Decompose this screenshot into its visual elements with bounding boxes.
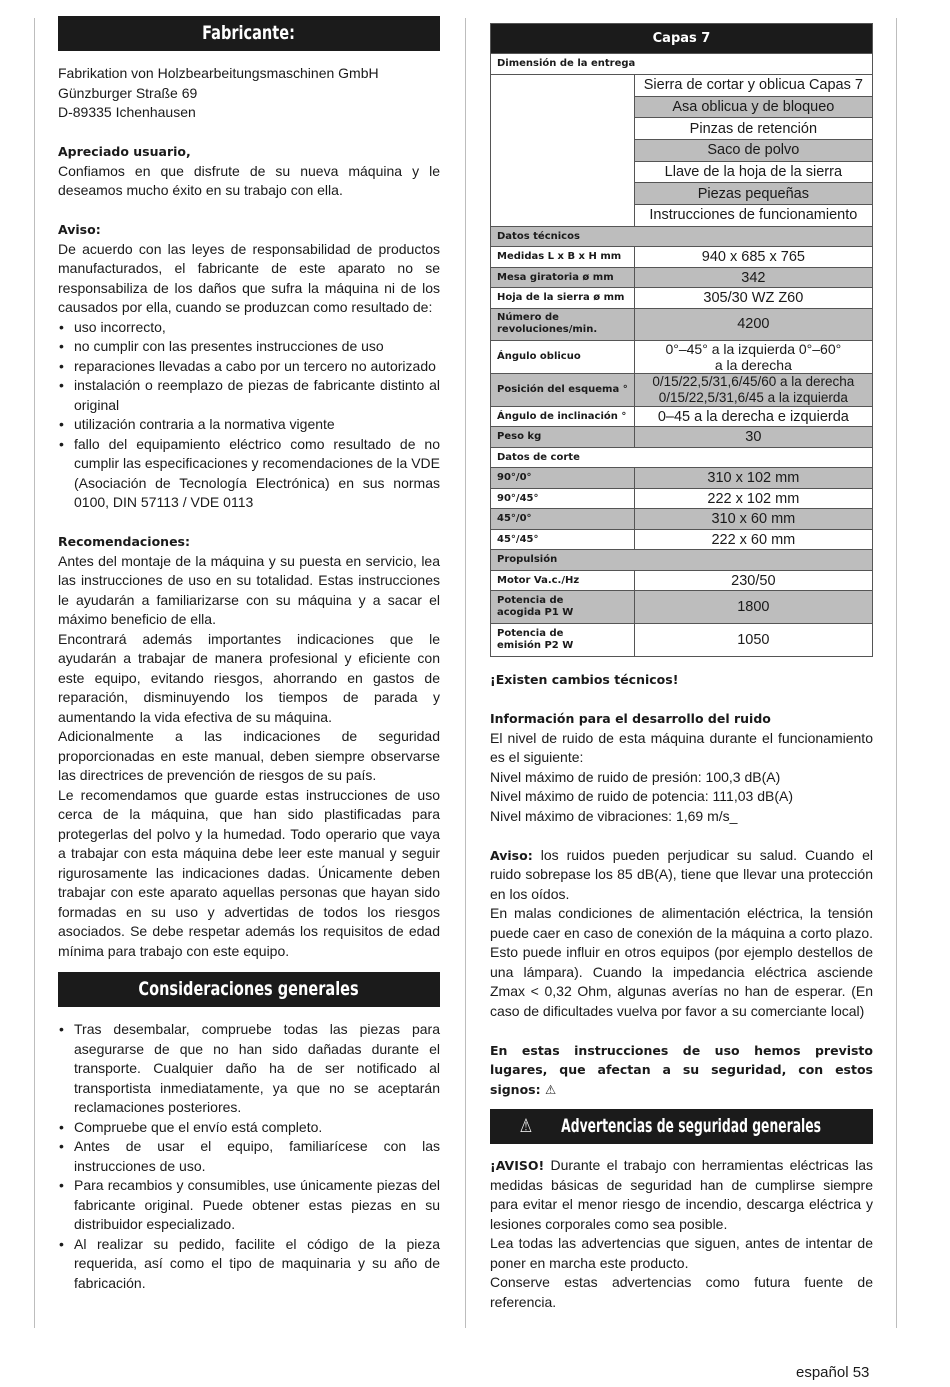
safety-header [490, 1109, 873, 1144]
list-item: • Tras desembalar, compruebe todas las piezas para asegurarse de que no han sido dañadas durante el transporte. Cualquier daño ha de ser notificado al transportista inmediatamente, ya que no se aceptarán reclamaciones posteriores. [58, 1020, 440, 1118]
warning-text: Durante el trabajo con herramientas eléctricas las medidas básicas de seguridad han de cumplirse siempre para evitar el menor riesgo de incendio, descarga eléctrica y lesiones corporales como sea posible. [490, 1157, 873, 1232]
recommendations-title: Recomendaciones: [58, 534, 190, 549]
notice-text: De acuerdo con las leyes de responsabilidad de productos manufacturados, el fabricante de este aparato no se responsabiliza de los daños que sufra la máquina ni de los causados por ella, cuando se produzcan como resultado de: [58, 240, 440, 315]
delivery-item: Asa oblicua y de bloqueo [634, 96, 872, 118]
list-item: • Antes de usar el equipo, familiarícese con las instrucciones de uso. [58, 1137, 440, 1176]
row-label: Hoja de la sierra ø mm [491, 288, 635, 309]
row-label: Número de revoluciones/min. [491, 308, 635, 340]
warning-label: ¡AVISO! [490, 1158, 545, 1174]
noise-title: Información para el desarrollo del ruido [490, 711, 771, 727]
row-label: 90°/0° [491, 468, 635, 489]
delivery-item: Saco de polvo [634, 140, 872, 162]
noise-line: Nivel máximo de vibraciones: 1,69 m/s_ [490, 807, 738, 824]
left-column [58, 16, 440, 1293]
delivery-item: Sierra de cortar y oblicua Capas 7 [634, 75, 872, 97]
noise-line: Nivel máximo de ruido de potencia: 111,03 dB(A) [490, 788, 793, 805]
noise-line: Nivel máximo de ruido de presión: 100,3 dB(A) [490, 768, 781, 785]
paragraph: Le recomendamos que guarde estas instrucciones de uso cerca de la máquina, que han sido plastificadas para protegerlas del polvo y la humedad. Todo operario que vaya a trabajar con esta máquina debe leer este manual y seguir rigurosamente las indicaciones dadas. Únicamente deben trabajar con este aparato aquellas personas que hayan sido formadas en su uso y advertidas de todos los riesgos asociados. Se debe respetar además los requisitos de edad mínima para trabajo con este equipo. [58, 786, 440, 959]
keep-text: Conserve estas advertencias como futura fuente de referencia. [490, 1274, 873, 1310]
row-label: 90°/45° [491, 488, 635, 509]
address-line: Fabrikation von Holzbearbeitungsmaschinen GmbH [58, 65, 379, 81]
address-line: Günzburger Straße 69 [58, 84, 198, 101]
row-label: Potencia de acogida P1 W [491, 591, 635, 624]
row-value: 940 x 685 x 765 [634, 247, 872, 268]
row-value: 222 x 60 mm [634, 529, 872, 550]
caution-text: los ruidos pueden perjudicar su salud. Cuando el ruido sobrepase los 85 dB(A), tiene que llevar una protección en los oídos. [490, 846, 873, 902]
row-value: 4200 [634, 308, 872, 340]
left-margin-rule [34, 18, 35, 1328]
right-margin-rule [896, 18, 897, 1328]
list-item: • Para recambios y consumibles, use únicamente piezas del fabricante original. Puede obtener estas piezas en su distribuidor especializado. [58, 1176, 440, 1235]
caution-paragraph [490, 846, 873, 905]
page-number: español 53 [796, 1364, 870, 1381]
delivery-item: Instrucciones de funcionamiento [634, 205, 872, 227]
list-item: • utilización contraria a la normativa vigente [58, 415, 440, 435]
manufacturer-address [58, 64, 440, 961]
delivery-item: Pinzas de retención [634, 118, 872, 140]
right-text [490, 670, 873, 1099]
noise-line: El nivel de ruido de esta máquina durante el funcionamiento es el siguiente: [490, 729, 873, 766]
row-value: 0°–45° a la izquierda 0°–60° a la derecha [634, 340, 872, 373]
safety-intro-text: En estas instrucciones de uso hemos previsto lugares, que afectan a su seguridad, con estos signos: [490, 1042, 873, 1097]
delivery-item: Piezas pequeñas [634, 183, 872, 205]
delivery-label: Dimensión de la entrega [491, 54, 873, 75]
warning-paragraph [490, 1156, 873, 1234]
row-value: 30 [634, 427, 872, 448]
list-item: • uso incorrecto, [58, 318, 440, 338]
row-value: 310 x 102 mm [634, 468, 872, 489]
address-line: D-89335 Ichenhausen [58, 104, 196, 120]
changes-note: ¡Existen cambios técnicos! [490, 672, 679, 688]
safety-text [490, 1156, 873, 1312]
notice-list [58, 318, 440, 513]
row-label: 45°/45° [491, 529, 635, 550]
warning-triangle-icon: ⚠ [519, 1115, 533, 1138]
row-value: 0–45 a la derecha e izquierda [634, 406, 872, 427]
row-label: Potencia de emisión P2 W [491, 624, 635, 657]
row-label: Mesa giratoria ø mm [491, 267, 635, 288]
list-item: • fallo del equipamiento eléctrico como resultado de no cumplir las especificaciones y recomendaciones de la VDE (Asociación de Tecnología Electrónica) en sus normas 0100, DIN 57113 / VDE 0113 [58, 435, 440, 513]
manufacturer-header: Fabricante: [58, 16, 440, 51]
technical-label: Datos técnicos [491, 226, 873, 247]
read-text: Lea todas las advertencias que siguen, antes de intentar de poner en marcha este producto. [490, 1235, 873, 1271]
dear-user-text: Confiamos en que disfrute de su nueva máquina y le deseamos mucho éxito en su trabajo con ella. [58, 162, 440, 198]
row-value: 310 x 60 mm [634, 509, 872, 530]
list-item: • no cumplir con las presentes instrucciones de uso [58, 337, 440, 357]
row-label: Ángulo oblicuo [491, 340, 635, 373]
row-label: Posición del esquema ° [491, 373, 635, 406]
row-value: 305/30 WZ Z60 [634, 288, 872, 309]
row-value: 222 x 102 mm [634, 488, 872, 509]
paragraph: Encontrará además importantes indicaciones que le ayudarán a trabajar de manera profesional y eficiente con este equipo, evitando riesgos, ahorrando en gastos de reparación, disminuyendo los tiempos de parada y aumentando la vida efectiva de su máquina. [58, 630, 440, 725]
general-considerations [58, 1020, 440, 1293]
row-value: 342 [634, 267, 872, 288]
center-rule [465, 18, 466, 1328]
general-list [58, 1020, 440, 1293]
row-value: 0/15/22,5/31,6/45/60 a la derecha 0/15/22,5/31,6/45 a la izquierda [634, 373, 872, 406]
warning-triangle-icon: ⚠ [544, 1081, 557, 1097]
general-considerations-header: Consideraciones generales [58, 972, 440, 1007]
cut-label: Datos de corte [491, 447, 873, 468]
safety-header-text: Advertencias de seguridad generales [561, 1115, 822, 1138]
drive-label: Propulsión [491, 550, 873, 571]
paragraph: Antes del montaje de la máquina y su puesta en servicio, lea las instrucciones de uso en su totalidad. Estas instrucciones le ayudarán a familiarizarse con su máquina y a sacar el máximo beneficio de ella. [58, 552, 440, 627]
row-value: 230/50 [634, 570, 872, 591]
row-label: Motor Va.c./Hz [491, 570, 635, 591]
row-label: Peso kg [491, 427, 635, 448]
notice-title: Aviso: [58, 222, 101, 237]
row-label: 45°/0° [491, 509, 635, 530]
paragraph: Adicionalmente a las indicaciones de seguridad proporcionadas en este manual, deben siempre observarse las directrices de prevención de riesgos de su país. [58, 728, 440, 783]
list-item: • Al realizar su pedido, facilite el código de la pieza requerida, así como el tipo de maquinaria y su año de fabricación. [58, 1235, 440, 1294]
list-item: • Compruebe que el envío está completo. [58, 1118, 440, 1138]
list-item: • reparaciones llevadas a cabo por un tercero no autorizado [58, 357, 440, 377]
delivery-item: Llave de la hoja de la sierra [634, 161, 872, 183]
spec-table-title: Capas 7 [491, 24, 873, 54]
dear-user-title: Apreciado usuario, [58, 144, 191, 159]
right-column [490, 23, 873, 1312]
list-item: • instalación o reemplazo de piezas de fabricante distinto al original [58, 376, 440, 415]
row-value: 1800 [634, 591, 872, 624]
row-value: 1050 [634, 624, 872, 657]
spec-table [490, 23, 873, 657]
row-label: Medidas L x B x H mm [491, 247, 635, 268]
power-text: En malas condiciones de alimentación eléctrica, la tensión puede caer en caso de conexión de la máquina a corto plazo. Esto puede influir en otros equipos (por ejemplo destellos de una lámpara). Cuando la impedancia eléctrica asciende Zmax < 0,32 Ohm, algunas averías no han de esperar. (En caso de dificultades vuelva por favor a su comerciante local) [490, 905, 873, 1019]
row-label: Ángulo de inclinación ° [491, 406, 635, 427]
caution-label: Aviso: [490, 847, 533, 863]
safety-intro [490, 1041, 873, 1100]
